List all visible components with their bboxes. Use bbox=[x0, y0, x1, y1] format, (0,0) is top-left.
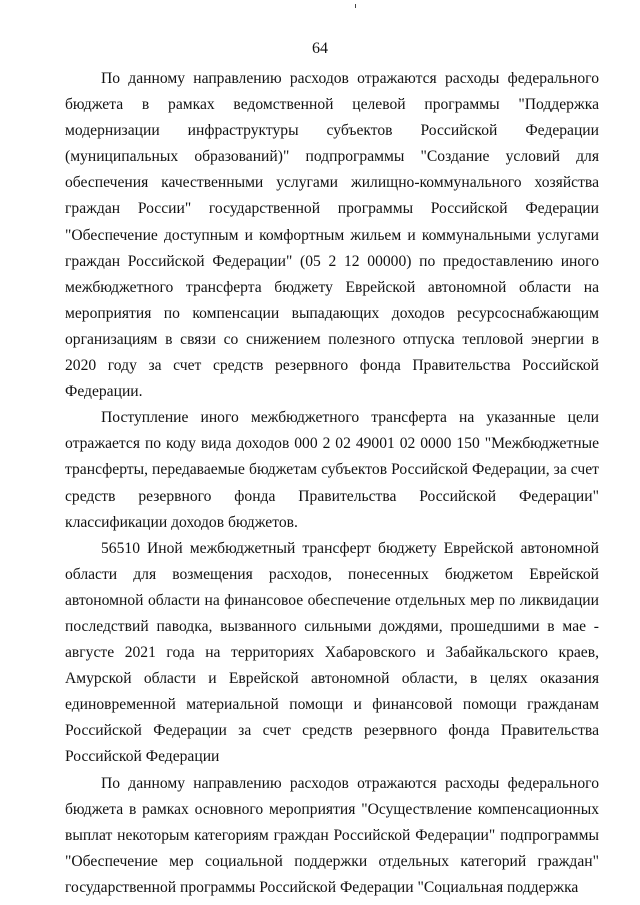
paragraph: Поступление иного межбюджетного трансферта на указанные цели отражается по коду вида доходов 000 2 02 49001 02 0000 150 "Межбюджетные трансферты, передаваемые бюджетам субъектов Российской Федерации, за счет средств резервного фонда Правительства Российской Федерации" классификации доходов бюджетов. bbox=[65, 409, 599, 531]
paragraph: По данному направлению расходов отражаются расходы федерального бюджета в рамках основного мероприятия "Осуществление компенсационных выплат некоторым категориям граждан Российской Федерации" подпрограммы "Обеспечение мер социальной поддержки отдельных категорий граждан" государственной программы Российской Федерации "Социальная поддержка bbox=[65, 774, 599, 896]
paragraph: По данному направлению расходов отражаются расходы федерального бюджета в рамках ведомственной целевой программы "Поддержка модернизации инфраструктуры субъектов Российской Федерации (муниципальных образований)" подпрограммы "Создание условий для обеспечения качественными услугами жилищно-коммунального хозяйства граждан России" государственной программы Российской Федерации "Обеспечение доступным и комфортным жильем и коммунальными услугами граждан Российской Федерации" (05 2 12 00000) по предоставлению иного межбюджетного трансферта бюджету Еврейской автономной области на мероприятия по компенсации выпадающих доходов ресурсоснабжающим организациям в связи со снижением полезного отпуска тепловой энергии в 2020 году за счет средств резервного фонда Правительства Российской Федерации. bbox=[65, 70, 599, 401]
paragraph: 56510 Иной межбюджетный трансферт бюджету Еврейской автономной области для возмещения расходов, понесенных бюджетом Еврейской автономной области на финансовое обеспечение отдельных мер по ликвидации последствий паводка, вызванного сильными дождями, прошедшими в мае - августе 2021 года на территориях Хабаровского и Забайкальского краев, Амурской области и Еврейской автономной области, в целях оказания единовременной материальной помощи и финансовой помощи гражданам Российской Федерации за счет средств резервного фонда Правительства Российской Федерации bbox=[65, 539, 599, 766]
scan-mark bbox=[355, 4, 356, 8]
document-body bbox=[65, 66, 599, 901]
page-number: 64 bbox=[312, 40, 328, 57]
